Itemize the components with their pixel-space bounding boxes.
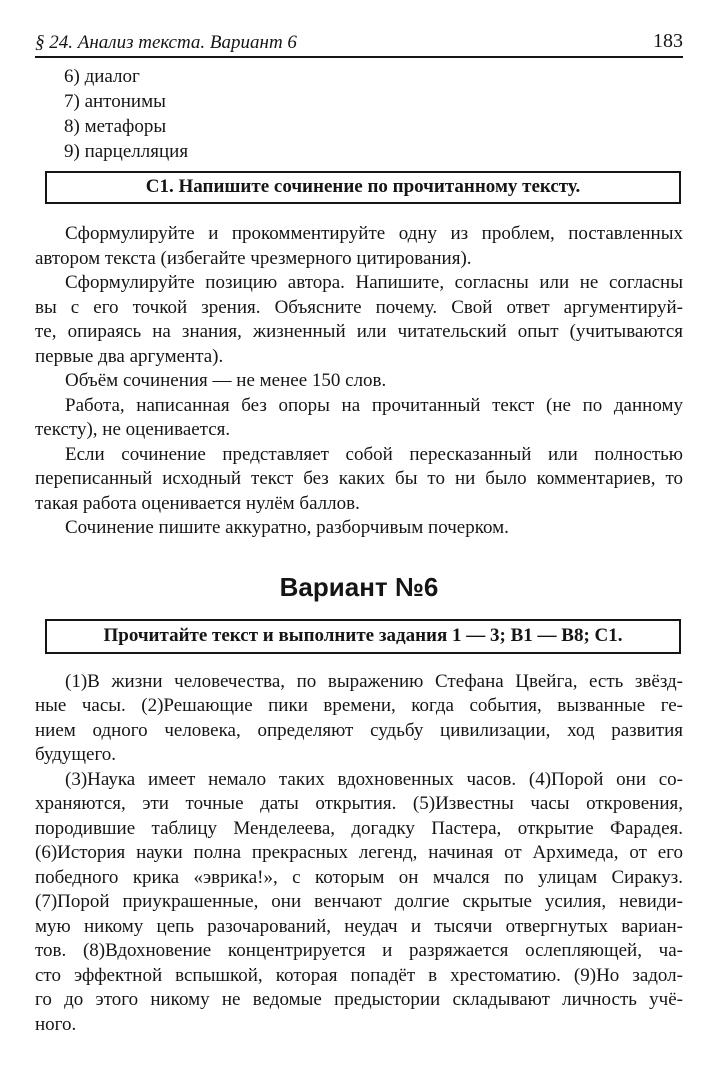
list-item: 8) метафоры: [64, 116, 167, 137]
text-line: породившие таблицу Менделеева, догадку Пастера, открытие Фарадея.: [35, 817, 683, 839]
instruction-paragraph: [35, 394, 683, 443]
text-line: первые два аргумента).: [35, 345, 224, 367]
task-c1-box: [45, 171, 681, 204]
book-page: [35, 26, 683, 1037]
running-header: [35, 26, 683, 58]
text-line: (6)История науки полна прекрасных легенд, начиная от Архимеда, от его: [35, 842, 683, 863]
text-line: переписанный исходный текст без каких бы то ни было комментариев, то: [35, 468, 683, 489]
text-line: победного крика «эврика!», с которым он мчался по улицам Сиракуз.: [35, 866, 683, 888]
instruction-paragraph: [35, 369, 683, 394]
text-line: такая работа оценивается нулём баллов.: [35, 492, 360, 514]
text-line: го до этого никому не ведомые предыстории складывают личность учё-: [35, 989, 683, 1010]
instruction-paragraph: [35, 443, 683, 517]
text-line: Объём сочинения — не менее 150 слов.: [65, 370, 387, 391]
reading-task-title: Прочитайте текст и выполните задания 1 — 3; В1 — В8; С1.: [103, 624, 623, 646]
text-line: будущего.: [35, 744, 117, 765]
section-title: § 24. Анализ текста. Вариант 6: [35, 32, 297, 53]
variant-title: Вариант №6: [279, 571, 439, 602]
c1-instructions: [35, 222, 683, 541]
text-line: Сформулируйте и прокомментируйте одну из проблем, поставленных: [65, 223, 683, 244]
task-c1-title: С1. Напишите сочинение по прочитанному тексту.: [145, 176, 581, 197]
list-item: 6) диалог: [64, 66, 140, 87]
text-line: ные часы. (2)Решающие пики времени, когда события, вызванные ге-: [35, 695, 683, 716]
list-item: 9) парцелляция: [64, 141, 189, 162]
text-line: нием одного человека, определяют судьбу цивилизации, ход развития: [35, 719, 683, 741]
text-line: Работа, написанная без опоры на прочитанный текст (не по данному: [65, 394, 683, 416]
instruction-paragraph: [35, 516, 683, 541]
text-line: (1)В жизни человечества, по выражению Стефана Цвейга, есть звёзд-: [65, 670, 683, 692]
text-line: (7)Порой приукрашенные, они венчают долгие скрытые усилия, невиди-: [35, 891, 683, 912]
reading-text: [35, 670, 683, 1038]
text-line: те, опираясь на знания, жизненный или читательский опыт (учитываются: [35, 321, 683, 342]
text-line: Сформулируйте позицию автора. Напишите, согласны или не согласны: [65, 272, 683, 293]
text-paragraph: [35, 670, 683, 768]
text-line: Сочинение пишите аккуратно, разборчивым почерком.: [65, 517, 509, 538]
text-line: вы с его точкой зрения. Объясните почему. Свой ответ аргументируй-: [35, 296, 683, 318]
text-line: Если сочинение представляет собой пересказанный или полностью: [65, 443, 683, 465]
answer-options-list: [35, 64, 683, 164]
list-item: 7) антонимы: [64, 91, 166, 112]
text-paragraph: [35, 768, 683, 1038]
reading-task-box: [45, 619, 681, 654]
text-line: ного.: [35, 1013, 77, 1035]
text-line: (3)Наука имеет немало таких вдохновенных часов. (4)Порой они со-: [65, 768, 683, 790]
text-line: мую никому цепь разочарований, неудач и тысячи отвергнутых вариан-: [35, 915, 683, 937]
text-line: тов. (8)Вдохновение концентрируется и разряжается ослепляющей, ча-: [35, 940, 683, 961]
text-line: сто эффектной вспышкой, которая попадёт в хрестоматию. (9)Но задол-: [35, 964, 683, 986]
text-line: храняются, эти точные даты открытия. (5)Известны часы откровения,: [35, 793, 683, 814]
instruction-paragraph: [35, 271, 683, 369]
text-line: автором текста (избегайте чрезмерного цитирования).: [35, 247, 472, 269]
page-number: 183: [653, 30, 683, 52]
instruction-paragraph: [35, 222, 683, 271]
text-line: тексту), не оценивается.: [35, 419, 231, 440]
